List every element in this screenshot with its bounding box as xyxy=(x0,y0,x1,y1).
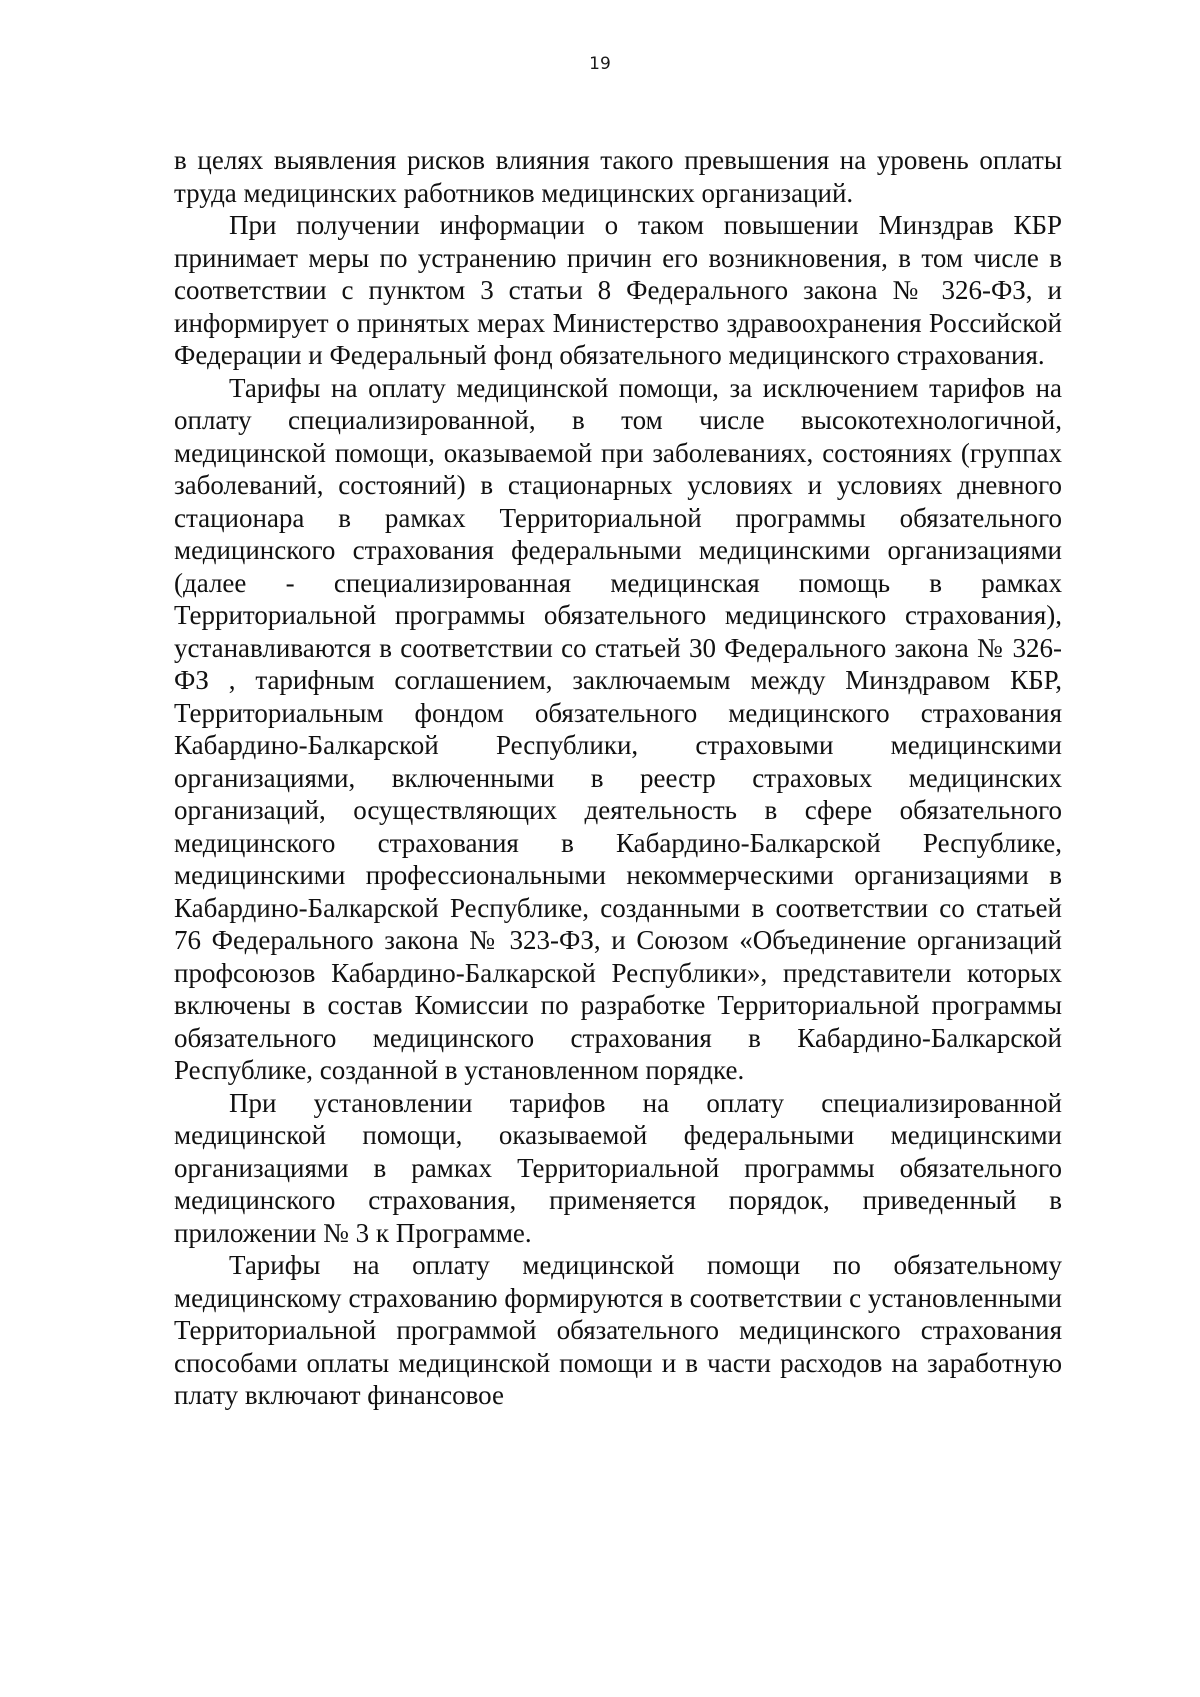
paragraph-minzdrav-measures: При получении информации о таком повышении Минздрав КБР принимает меры по устранению причин его возникновения, в том числе в соответствии с пунктом 3 статьи 8 Федерального закона № 326-ФЗ, и информирует о принятых мерах Министерство здравоохранения Российской Федерации и Федеральный фонд обязательного медицинского страхования. xyxy=(174,210,1062,370)
paragraph-tariffs-formation: Тарифы на оплату медицинской помощи по обязательному медицинскому страхованию формируются в соответствии с установленными Территориальной программой обязательного медицинского страхования способами оплаты медицинской помощи и в части расходов на заработную плату включают финансовое xyxy=(174,1250,1062,1410)
page-number: 19 xyxy=(589,54,611,74)
body-text xyxy=(174,144,1062,1412)
paragraph-tariffs-established: Тарифы на оплату медицинской помощи, за исключением тарифов на оплату специализированной, в том числе высокотехнологичной, медицинской помощи, оказываемой при заболеваниях, состояниях (группах заболеваний, состояний) в стационарных условиях и условиях дневного стационара в рамках Территориальной программы обязательного медицинского страхования федеральными медицинскими организациями (далее - специализированная медицинская помощь в рамках Территориальной программы обязательного медицинского страхования), устанавливаются в соответствии со статьей 30 Федерального закона № 326-ФЗ , тарифным соглашением, заключаемым между Минздравом КБР, Территориальным фондом обязательного медицинского страхования Кабардино-Балкарской Республики, страховыми медицинскими организациями, включенными в реестр страховых медицинских организаций, осуществляющих деятельность в сфере обязательного медицинского страхования в Кабардино-Балкарской Республике, медицинскими профессиональными некоммерческими организациями в Кабардино-Балкарской Республике, созданными в соответствии со статьей 76 Федерального закона № 323-ФЗ, и Союзом «Объединение организаций профсоюзов Кабардино-Балкарской Республики», представители которых включены в состав Комиссии по разработке Территориальной программы обязательного медицинского страхования в Кабардино-Балкарской Республике, созданной в установленном порядке. xyxy=(174,372,1062,1085)
paragraph-continuation: в целях выявления рисков влияния такого превышения на уровень оплаты труда медицинских работников медицинских организаций. xyxy=(174,145,1062,208)
paragraph-specialized-care-tariffs: При установлении тарифов на оплату специализированной медицинской помощи, оказываемой федеральными медицинскими организациями в рамках Территориальной программы обязательного медицинского страхования, применяется порядок, приведенный в приложении № 3 к Программе. xyxy=(174,1087,1062,1248)
